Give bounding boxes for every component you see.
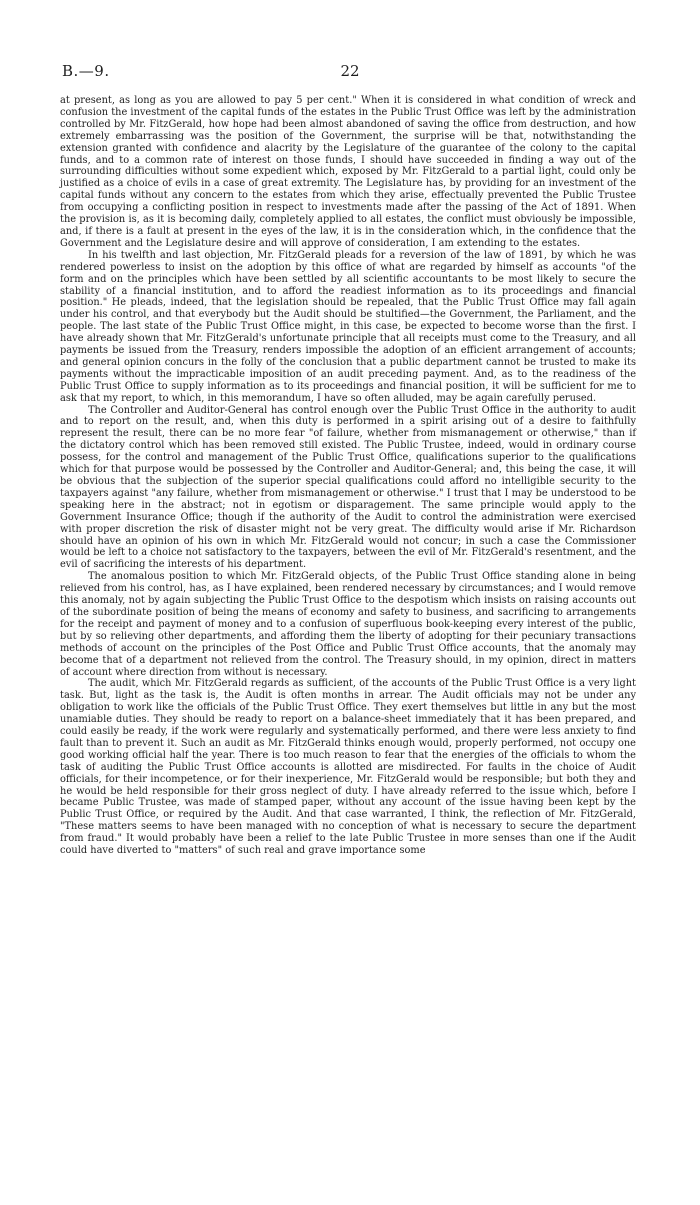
paragraph-audit-task: The audit, which Mr. FitzGerald regards as sufficient, of the accounts of the Public Trust Office is a very light task. But, light as the task is, the Audit is often months in arrear. The Audit officials may not be under any obligation to work like the officials of the Public Trust Office. They exert themselves but little in any but the most unamiable duties. They should be ready to report on a balance-sheet immediately that it has been prepared, and could easily be ready, if the work were regularly and systematically performed, and there were less anxiety to find fault than to prevent it. Such an audit as Mr. FitzGerald thinks enough would, properly performed, not occupy one good working official half the year. There is too much reason to fear that the energies of the officials to whom the task of auditing the Public Trust Office accounts is allotted are misdirected. For faults in the choice of Audit officials, for their incompetence, or for their inexperience, Mr. FitzGerald would be responsible; but both they and he would be held responsible for their gross neglect of duty. I have already referred to the issue which, before I became Public Trustee, was made of stamped paper, without any account of the issue having been kept by the Public Trust Office, or required by the Audit. And that case warranted, I think, the reflection of Mr. FitzGerald, "These matters seems to have been managed with no conception of what is necessary to secure the department from fraud." It would probably have been a relief to the late Public Trustee in more senses than one if the Audit could have diverted to "matters" of such real and grave importance some — [60, 678, 636, 857]
paragraph-continuation: at present, as long as you are allowed to pay 5 per cent." When it is considered in what condition of wreck and confusion the investment of the capital funds of the estates in the Public Trust Office was left by the administration controlled by Mr. FitzGerald, how hope had been almost abandoned of saving the office from destruction, and how extremely embarrassing was the position of the Government, the surprise will be that, notwithstanding the extension granted with confidence and alacrity by the Legislature of the guarantee of the colony to the capital funds, and to a common rate of interest on those funds, I should have succeeded in finding a way out of the surrounding difficulties without some expedient which, exposed by Mr. FitzGerald to a partial light, could only be justified as a choice of evils in a case of great extremity. The Legislature has, by providing for an investment of the capital funds without any concern to the estates from which they arise, effectually prevented the Public Trustee from occupying a conflicting position in respect to investments made after the passing of the Act of 1891. When the provision is, as it is becoming daily, completely applied to all estates, the conflict must obviously be impossible, and, if there is a fault at present in the eyes of the law, it is in the consideration which, in the confidence that the Government and the Legislature desire and will approve of consideration, I am extending to the estates. — [60, 95, 636, 249]
paragraph-twelfth-objection: In his twelfth and last objection, Mr. FitzGerald pleads for a reversion of the law of 1891, by which he was rendered powerless to insist on the adoption by this office of what are regarded by himself as accounts "of the form and on the principles which have been settled by all scientific accountants to be most likely to secure the stability of a financial institution, and to afford the readiest information as to its proceedings and financial position." He pleads, indeed, that the legislation should be repealed, that the Public Trust Office may fall again under his control, and that everybody but the Audit should be stultified—the Government, the Parliament, and the people. The last state of the Public Trust Office might, in this case, be expected to become worse than the first. I have already shown that Mr. FitzGerald's unfortunate principle that all receipts must come to the Treasury, and all payments be issued from the Treasury, renders impossible the adoption of an efficient arrangement of accounts; and general opinion concurs in the folly of the conclusion that a public department cannot be trusted to make its payments without the impracticable imposition of an audit preceding payment. And, as to the readiness of the Public Trust Office to supply information as to its proceedings and financial position, it will be sufficient for me to ask that my report, to which, in this memorandum, I have so often alluded, may be again carefully perused. — [60, 249, 636, 404]
paragraph-anomalous-position: The anomalous position to which Mr. FitzGerald objects, of the Public Trust Office standing alone in being relieved from his control, has, as I have explained, been rendered necessary by circumstances; and I would remove this anomaly, not by again subjecting the Public Trust Office to the despotism which insists on raising accounts out of the subordinate position of being the means of economy and safety to business, and sacrificing to arrangements for the receipt and payment of money and to a confusion of superfluous book-keeping every interest of the public, but by so relieving other departments, and affording them the liberty of adopting for their pecuniary transactions methods of account on the principles of the Post Office and Public Trust Office accounts, that the anomaly may become that of a department not relieved from the control. The Treasury should, in my opinion, direct in matters of account where direction from without is necessary. — [60, 571, 636, 678]
paragraph-controller-auditor: The Controller and Auditor-General has control enough over the Public Trust Office in the authority to audit and to report on the result, and, when this duty is performed in a spirit arising out of a desire to faithfully represent the result, there can be no more fear "of failure, whether from mismanagement or otherwise," than if the dictatory control which has been removed still existed. The Public Trustee, indeed, would in ordinary course possess, for the control and management of the Public Trust Office, qualifications superior to the qualifications which for that purpose would be possessed by the Controller and Auditor-General; and, this being the case, it will be obvious that the subjection of the superior special qualifications could afford no intelligible security to the taxpayers against "any failure, whether from mismanagement or otherwise." I trust that I may be understood to be speaking here in the abstract; not in egotism or disparagement. The same principle would apply to the Government Insurance Office; though if the authority of the Audit to control the administration were exercised with proper discretion the risk of disaster might not be very great. The difficulty would arise if Mr. Richardson should have an opinion of his own in which Mr. FitzGerald would not concur; in such a case the Commissioner would be left to a choice not satisfactory to the taxpayers, between the evil of Mr. FitzGerald's resentment, and the evil of sacrificing the interests of his department. — [60, 404, 636, 571]
series-reference: B.—9. — [62, 62, 110, 80]
page-number: 22 — [340, 62, 360, 80]
body-text — [60, 95, 636, 857]
